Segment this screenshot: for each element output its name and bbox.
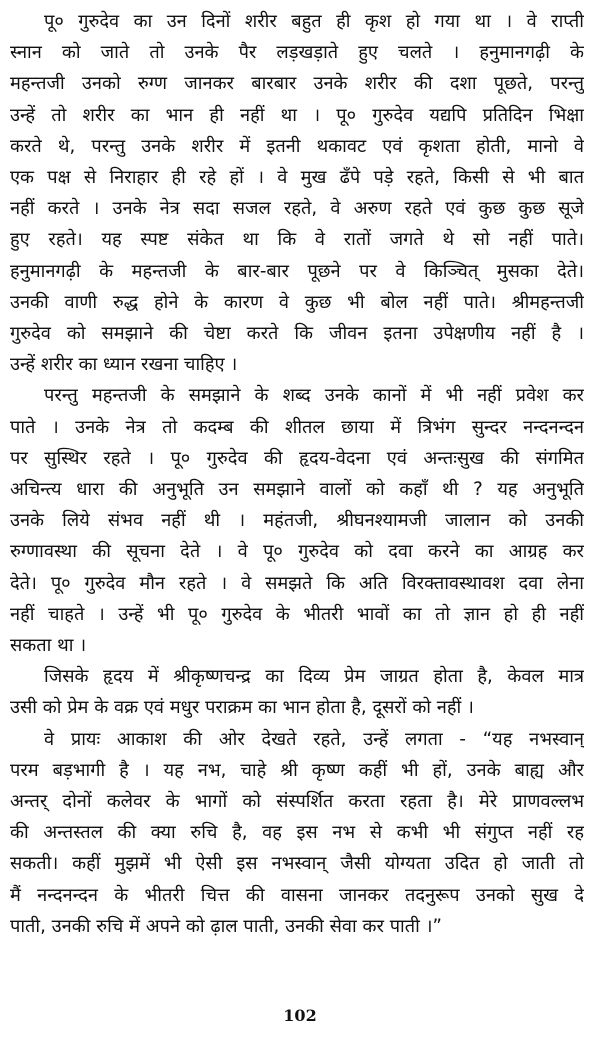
text-line: जिसके हृदय में श्रीकृष्णचन्द्र का दिव्य प्रेम जाग्रत होता है, केवल मात्र <box>44 666 584 688</box>
text-line: एक पक्ष से निराहार ही रहे हों । वे मुख ढँपे पड़े रहते, किसी से भी बात <box>10 167 584 189</box>
text-line: वे प्रायः आकाश की ओर देखते रहते, उन्हें लगता - “यह नभस्वान् <box>44 728 584 750</box>
text-line: रुग्णावस्था की सूचना देते । वे पू० गुरुदेव को दवा करने का आग्रह कर <box>10 541 584 563</box>
text-line: अचिन्त्य धारा की अनुभूति उन समझाने वालों को कहाँ थी ? यह अनुभूति <box>10 479 584 501</box>
text-line: हुए रहते। यह स्पष्ट संकेत था कि वे रातों जगते थे सो नहीं पाते। <box>10 229 584 251</box>
page-number: 102 <box>283 1006 317 1025</box>
text-line: की अन्तस्तल की क्या रुचि है, वह इस नभ से कभी भी संगुप्त नहीं रह <box>10 822 584 844</box>
text-line: पाते । उनके नेत्र तो कदम्ब की शीतल छाया में त्रिभंग सुन्दर नन्दनन्दन <box>10 416 584 438</box>
text-line: उन्हें शरीर का ध्यान रखना चाहिए । <box>10 354 238 376</box>
paragraph-2 <box>10 380 584 661</box>
paragraph-4 <box>10 724 584 942</box>
text-line: पर सुस्थिर रहते । पू० गुरुदेव की हृदय-वेदना एवं अन्तःसुख की संगमित <box>10 447 584 469</box>
text-line: नहीं चाहते । उन्हें भी पू० गुरुदेव के भीतरी भावों का तो ज्ञान हो ही नहीं <box>10 603 584 625</box>
text-line: उसी को प्रेम के वक्र एवं मधुर पराक्रम का भान होता है, दूसरों को नहीं । <box>10 697 474 719</box>
text-line: करते थे, परन्तु उनके शरीर में इतनी थकावट एवं कृशता होती, मानो वे <box>10 135 584 157</box>
text-line: उनके लिये संभव नहीं थी । महंतजी, श्रीघनश्यामजी जालान को उनकी <box>10 510 584 532</box>
paragraph-1 <box>10 6 584 380</box>
text-line: परन्तु महन्तजी के समझाने के शब्द उनके कानों में भी नहीं प्रवेश कर <box>44 385 584 407</box>
text-line: उनकी वाणी रुद्ध होने के कारण वे कुछ भी बोल नहीं पाते। श्रीमहन्तजी <box>10 291 584 313</box>
text-line: हनुमानगढ़ी के महन्तजी के बार-बार पूछने पर वे किञ्चित् मुसका देते। <box>10 260 584 282</box>
text-line: सकता था । <box>10 635 87 657</box>
text-line: महन्तजी उनको रुग्ण जानकर बारबार उनके शरीर की दशा पूछते, परन्तु <box>10 73 584 95</box>
text-line: स्नान को जाते तो उनके पैर लड़खड़ाते हुए चलते । हनुमानगढ़ी के <box>10 42 584 64</box>
text-line: पाती, उनकी रुचि में अपने को ढ़ाल पाती, उनकी सेवा कर पाती ।” <box>10 915 442 937</box>
text-line: उन्हें तो शरीर का भान ही नहीं था । पू० गुरुदेव यद्यपि प्रतिदिन भिक्षा <box>10 104 584 126</box>
text-line: नहीं करते । उनके नेत्र सदा सजल रहते, वे अरुण रहते एवं कुछ कुछ सूजे <box>10 198 584 220</box>
text-line: गुरुदेव को समझाने की चेष्टा करते कि जीवन इतना उपेक्षणीय नहीं है । <box>10 323 584 345</box>
text-line: देते। पू० गुरुदेव मौन रहते । वे समझते कि अति विरक्तावस्थावश दवा लेना <box>10 572 584 594</box>
text-line: सकती। कहीं मुझमें भी ऐसी इस नभस्वान् जैसी योग्यता उदित हो जाती तो <box>10 853 584 875</box>
paragraph-3 <box>10 661 584 723</box>
text-line: पू० गुरुदेव का उन दिनों शरीर बहुत ही कृश हो गया था । वे राप्ती <box>44 11 584 32</box>
text-line: मैं नन्दनन्दन के भीतरी चित्त की वासना जानकर तदनुरूप उनको सुख दे <box>10 884 584 906</box>
text-line: परम बड़भागी है । यह नभ, चाहे श्री कृष्ण कहीं भी हों, उनके बाह्य और <box>10 759 584 781</box>
text-line: अन्तर् दोनों कलेवर के भागों को संस्पर्शित करता रहता है। मेरे प्राणवल्लभ <box>10 791 584 813</box>
